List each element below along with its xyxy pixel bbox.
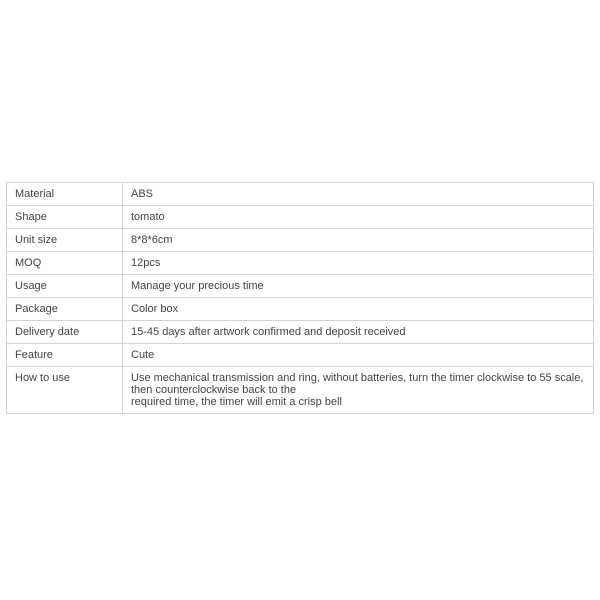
- table-row: [7, 206, 594, 229]
- spec-value-feature: [123, 344, 594, 367]
- table-row: [7, 321, 594, 344]
- table-row: [7, 275, 594, 298]
- spec-label-delivery-date: Delivery date: [7, 321, 123, 344]
- spec-label-unit-size: Unit size: [7, 229, 123, 252]
- table-row: [7, 367, 594, 414]
- spec-value-line: 8*8*6cm: [131, 234, 173, 246]
- spec-value-line: 12pcs: [131, 257, 161, 269]
- spec-value-line: 15-45 days after artwork confirmed and deposit received: [131, 326, 406, 338]
- table-row: [7, 344, 594, 367]
- table-row: [7, 298, 594, 321]
- spec-value-material: [123, 183, 594, 206]
- table-row: [7, 183, 594, 206]
- spec-value-usage: [123, 275, 594, 298]
- table-row: [7, 229, 594, 252]
- spec-value-line: tomato: [131, 211, 165, 223]
- spec-label-package: Package: [7, 298, 123, 321]
- spec-label-moq: MOQ: [7, 252, 123, 275]
- spec-value-line: Color box: [131, 303, 179, 315]
- table-row: [7, 252, 594, 275]
- spec-label-material: Material: [7, 183, 123, 206]
- spec-value-package: [123, 298, 594, 321]
- product-spec-table: [6, 182, 594, 414]
- spec-value-line: Cute: [131, 349, 155, 361]
- spec-value-unit-size: [123, 229, 594, 252]
- spec-value-shape: [123, 206, 594, 229]
- spec-value-line: Manage your precious time: [131, 280, 264, 292]
- spec-label-how-to-use: How to use: [7, 367, 123, 414]
- spec-label-feature: Feature: [7, 344, 123, 367]
- spec-label-usage: Usage: [7, 275, 123, 298]
- spec-value-line: required time, the timer will emit a crisp bell: [131, 396, 342, 408]
- spec-label-shape: Shape: [7, 206, 123, 229]
- spec-value-how-to-use: [123, 367, 594, 414]
- spec-value-delivery-date: [123, 321, 594, 344]
- spec-value-moq: [123, 252, 594, 275]
- spec-value-line: ABS: [131, 188, 154, 200]
- spec-value-line: Use mechanical transmission and ring, without batteries, turn the timer clockwise to 55 scale, then counterclockwise back to the: [131, 372, 584, 396]
